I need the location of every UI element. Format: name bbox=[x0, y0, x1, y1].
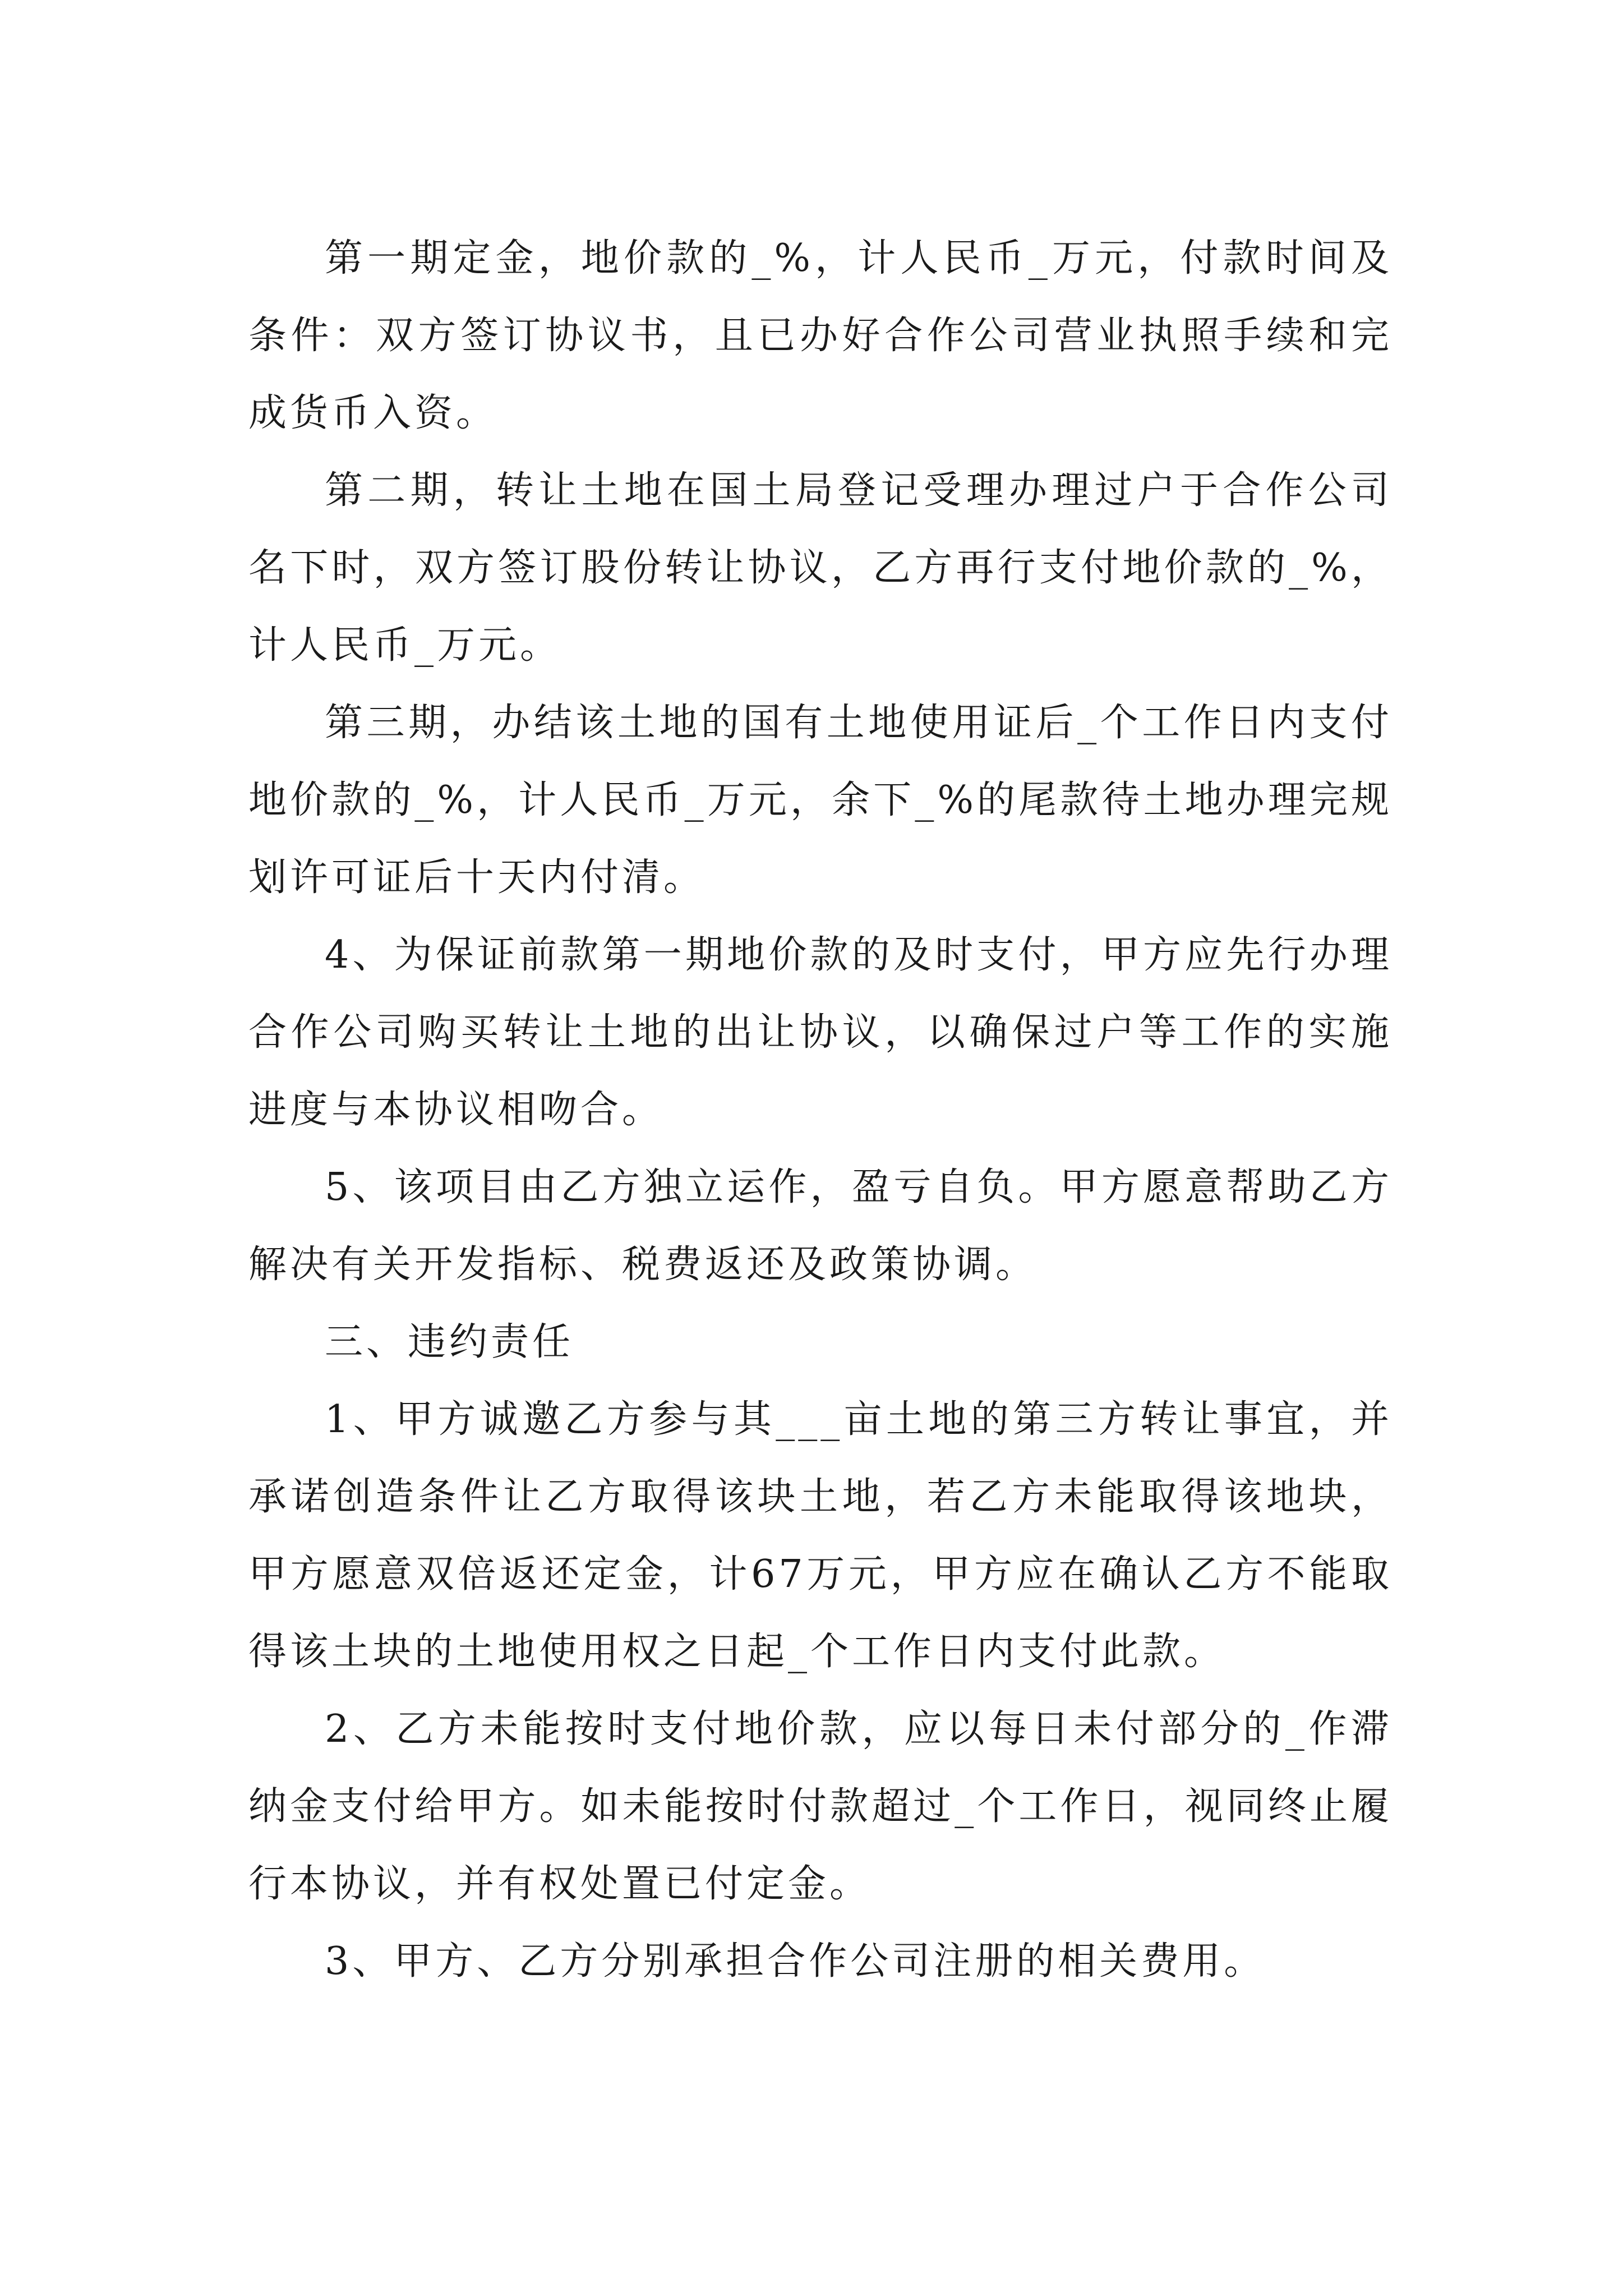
paragraph-clause-5: 5、该项目由乙方独立运作，盈亏自负。甲方愿意帮助乙方解决有关开发指标、税费返还及政策协调。 bbox=[248, 1165, 1393, 1287]
paragraph-third-installment: 第三期，办结该土地的国有土地使用证后_个工作日内支付地价款的_%，计人民币_万元，余下_%的尾款待土地办理完规划许可证后十天内付清。 bbox=[248, 701, 1393, 900]
paragraph-first-installment: 第一期定金，地价款的_%，计人民币_万元，付款时间及条件：双方签订协议书，且已办好合作公司营业执照手续和完成货币入资。 bbox=[248, 236, 1393, 435]
paragraph-second-installment: 第二期，转让土地在国土局登记受理办理过户于合作公司名下时，双方签订股份转让协议，乙方再行支付地价款的_%，计人民币_万元。 bbox=[248, 468, 1393, 668]
paragraph-clause-4: 4、为保证前款第一期地价款的及时支付，甲方应先行办理合作公司购买转让土地的出让协议，以确保过户等工作的实施进度与本协议相吻合。 bbox=[248, 933, 1393, 1132]
paragraph-breach-1: 1、甲方诚邀乙方参与其___亩土地的第三方转让事宜，并承诺创造条件让乙方取得该块土地，若乙方未能取得该地块，甲方愿意双倍返还定金，计67万元，甲方应在确认乙方不能取得该土块的土地使用权之日起_个工作日内支付此款。 bbox=[248, 1397, 1393, 1674]
section-heading-breach: 三、违约责任 bbox=[325, 1320, 574, 1364]
document-page bbox=[248, 220, 1393, 2000]
paragraph-breach-2: 2、乙方未能按时支付地价款，应以每日未付部分的_作滞纳金支付给甲方。如未能按时付款超过_个工作日，视同终止履行本协议，并有权处置已付定金。 bbox=[248, 1707, 1393, 1906]
paragraph-breach-3: 3、甲方、乙方分别承担合作公司注册的相关费用。 bbox=[325, 1939, 1266, 1984]
